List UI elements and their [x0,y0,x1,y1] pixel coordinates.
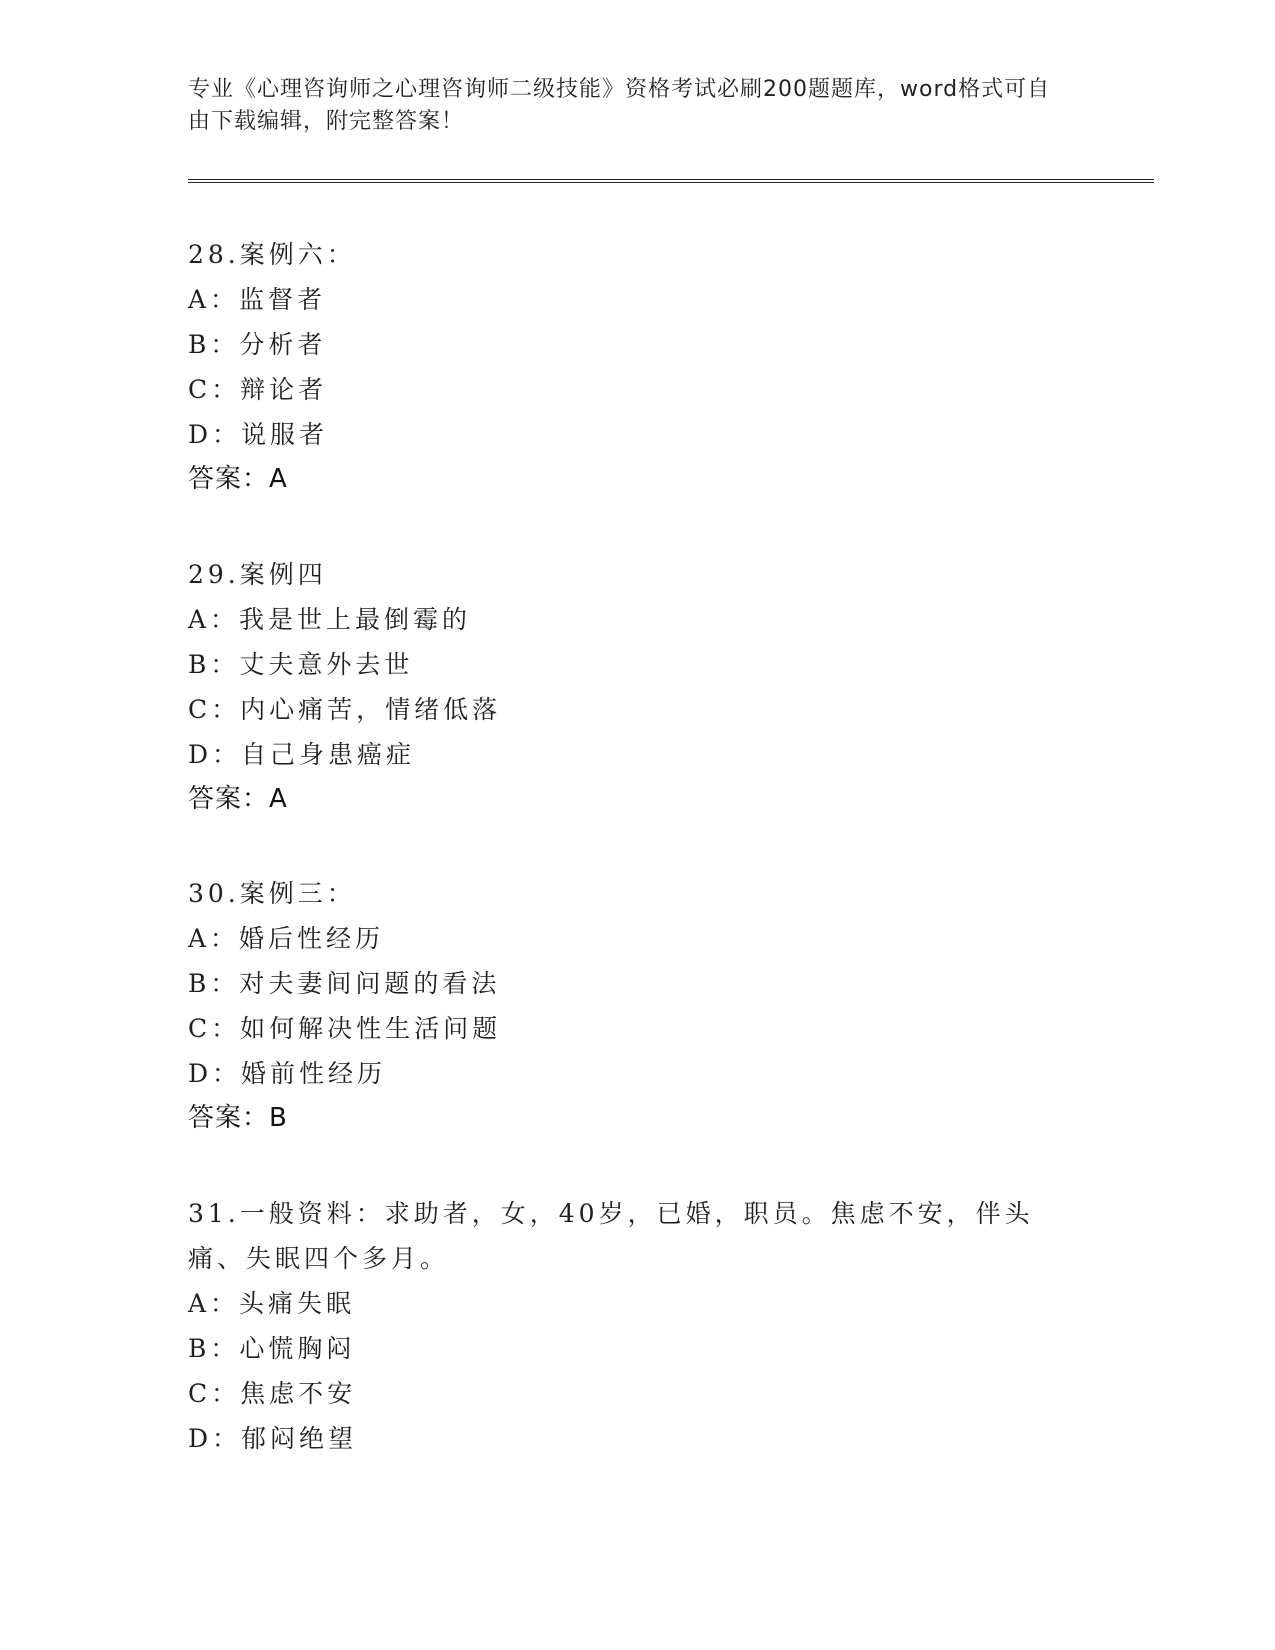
document-header: 专业《心理咨询师之心理咨询师二级技能》资格考试必刷200题题库，word格式可自由下载编辑，附完整答案！ [188,77,1051,134]
option-b: B：心慌胸闷 [188,1334,356,1363]
question-stem: 31.一般资料：求助者，女，40岁，已婚，职员。焦虑不安，伴头痛、失眠四个多月。 [188,1199,1034,1273]
question-29 [188,552,1088,822]
option-d: D：郁闷绝望 [188,1424,358,1453]
option-a: A：婚后性经历 [188,924,385,953]
question-stem: 28.案例六： [188,240,356,269]
option-a: A：头痛失眠 [188,1289,356,1318]
option-d: D：自己身患癌症 [188,740,416,769]
question-31 [188,1191,1088,1461]
option-c: C：辩论者 [188,375,328,404]
answer-line: 答案：A [188,464,288,494]
option-c: C：内心痛苦，情绪低落 [188,695,502,724]
option-b: B：丈夫意外去世 [188,650,414,679]
option-c: C：焦虑不安 [188,1379,357,1408]
option-a: A：监督者 [188,285,327,314]
option-b: B：分析者 [188,330,327,359]
option-c: C：如何解决性生活问题 [188,1014,502,1043]
option-d: D：婚前性经历 [188,1059,387,1088]
option-a: A：我是世上最倒霉的 [188,605,472,634]
header-divider [188,179,1154,183]
option-b: B：对夫妻间问题的看法 [188,969,501,998]
question-stem: 30.案例三： [188,879,356,908]
answer-line: 答案：A [188,784,288,814]
question-30 [188,871,1088,1141]
answer-line: 答案：B [188,1103,288,1133]
option-d: D：说服者 [188,420,329,449]
question-28 [188,232,1088,502]
question-stem: 29.案例四 [188,560,327,589]
